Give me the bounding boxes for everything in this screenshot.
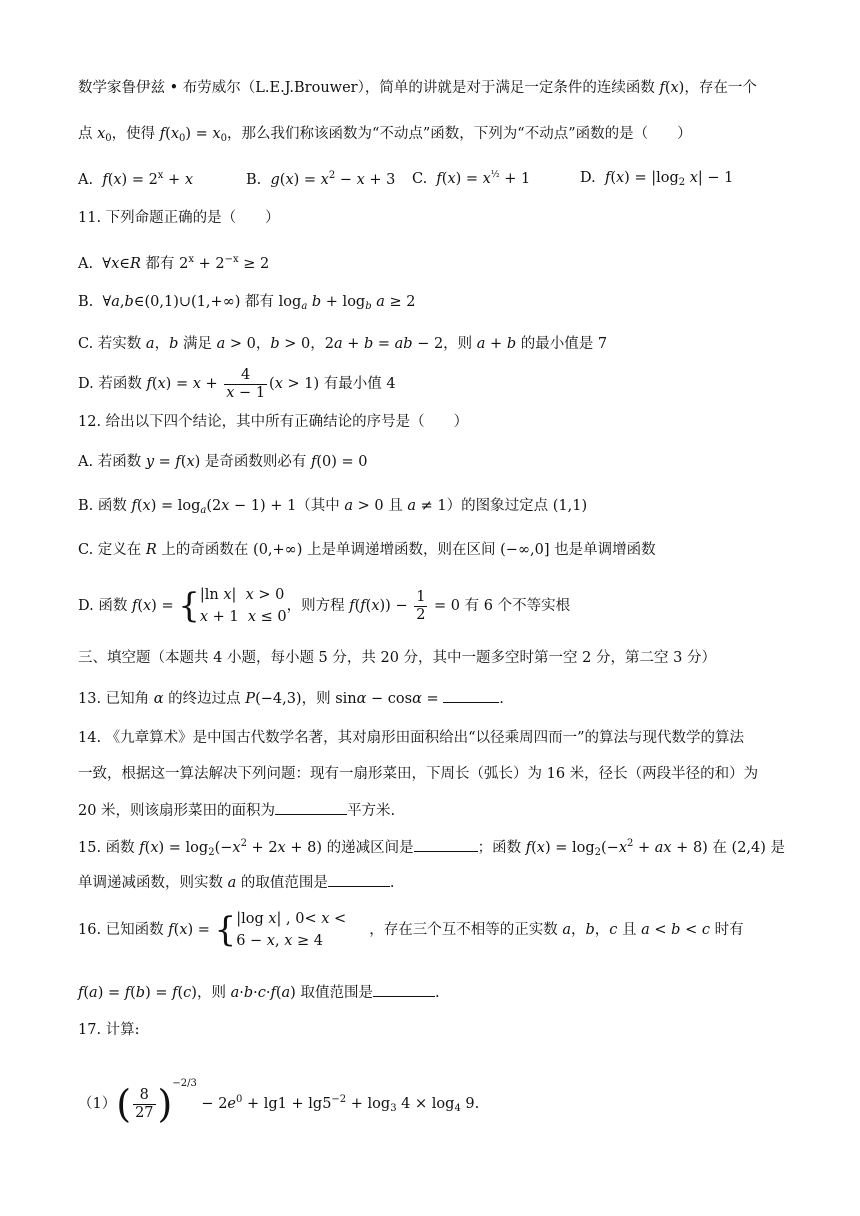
q10-line1: 数学家鲁伊兹 • 布劳威尔（L.E.J.Brouwer），简单的讲就是对于满足一定条件的连续函数 f(x)，存在一个 — [78, 80, 757, 96]
q16-line1: 16. 已知函数 f(x) = { |log x| , 0< x < 6 − x, x ≥ 4 ，存在三个互不相等的正实数 a，b，c 且 a < b < c 时有 — [78, 910, 744, 950]
section-3-heading: 三、填空题（本题共 4 小题，每小题 5 分，共 20 分，其中一题多空时第一空 2 分，第二空 3 分） — [78, 650, 716, 666]
q10-option-a[interactable]: A. $f(x) = 2^x + x$ — [78, 170, 193, 188]
q10-option-c[interactable]: C. $f(x) = x^{\frac{1}{2}} + 1$ — [412, 170, 531, 187]
q11-option-b[interactable]: B. ∀a,b∈(0,1)∪(1,+∞) 都有 $\log_a b + \log_b a \ge 2$ — [78, 294, 416, 312]
q13: 13. 已知角 α 的终边过点 P(−4,3)，则 sinα − cosα = . — [78, 688, 786, 709]
q11-option-c[interactable]: C. 若实数 a，b 满足 a > 0，b > 0，2a + b = ab − 2，则 a + b 的最小值是 7 — [78, 336, 608, 352]
q12-option-c[interactable]: C. 定义在 R 上的奇函数在 (0,+∞) 上是单调递增函数，则在区间 (−∞,0] 也是单调增函数 — [78, 542, 656, 558]
q10-option-d[interactable]: D. $f(x) = |\log_2$ x| − 1 — [580, 170, 734, 188]
q12-option-b[interactable]: B. 函数 $f(x) = \log_a(2x - 1) + 1$（其中 a > 0 且 a ≠ 1）的图象过定点 (1,1) — [78, 498, 588, 516]
q17-stem: 17. 计算: — [78, 1022, 140, 1038]
q12-option-d[interactable]: D. 函数 f(x) = { |ln x| x > 0 x + 1 x ≤ 0 ，则方程 f(f(x)) − $\frac{1}{2}$ = 0 有 6 个不等实根 — [78, 586, 571, 626]
q15-answer-blank-2[interactable] — [328, 872, 390, 887]
q14-line1: 14. 《九章算术》是中国古代数学名著，其对扇形田面积给出“以径乘周四而一”的算法与现代数学的算法 — [78, 730, 744, 746]
q17-part1: （1）( $\frac{8}{27}$ )$^{-2/3} - 2e^0 + \lg 1 + \lg 5^{-2} + \log_3 4 \times \log_4 9$. — [78, 1078, 480, 1126]
q12-option-a[interactable]: A. 若函数 y = f(x) 是奇函数则必有 f(0) = 0 — [78, 454, 368, 470]
q14-line2: 一致，根据这一算法解决下列问题：现有一扇形菜田，下周长（弧长）为 16 米，径长（两段半径的和）为 — [78, 766, 759, 782]
q15-line2: 单调递减函数，则实数 a 的取值范围是 . — [78, 872, 786, 893]
q11-option-d[interactable]: D. 若函数 f(x) = x + $\frac{4}{x - 1}$ (x > 1) 有最小值 4 — [78, 366, 396, 401]
q14-line3: 20 米，则该扇形菜田的面积为 平方米. — [78, 800, 786, 821]
q13-answer-blank[interactable] — [443, 688, 499, 703]
q16-line2: f(a) = f(b) = f(c)，则 a·b·c·f(a) 取值范围是 . — [78, 982, 786, 1003]
q10-line2: 点 $x_0$，使得 $f(x_0) = x_0$，那么我们称该函数为“不动点”函数，下列为“不动点”函数的是（ ） — [78, 126, 692, 144]
q12-stem: 12. 给出以下四个结论，其中所有正确结论的序号是（ ） — [78, 414, 469, 430]
q10-option-b[interactable]: B. $g(x) = x^2 - x + 3$ — [246, 170, 396, 188]
q11-option-a[interactable]: A. ∀x∈R 都有 $2^x + 2^{-x} \ge 2$ — [78, 254, 270, 272]
q16-answer-blank[interactable] — [373, 982, 435, 997]
q10-options — [78, 170, 786, 196]
q15-line1: 15. 函数 $f(x) = \log_2(-x^2 + 2x + 8)$ 的递减区间是 ；函数 $f(x) = \log_2(-x^2$ + ax + 8) 在 (2,4) 是 — [78, 838, 786, 858]
q11-stem: 11. 下列命题正确的是（ ） — [78, 210, 280, 226]
q14-answer-blank[interactable] — [275, 800, 347, 815]
q15-answer-blank-1[interactable] — [414, 837, 478, 852]
